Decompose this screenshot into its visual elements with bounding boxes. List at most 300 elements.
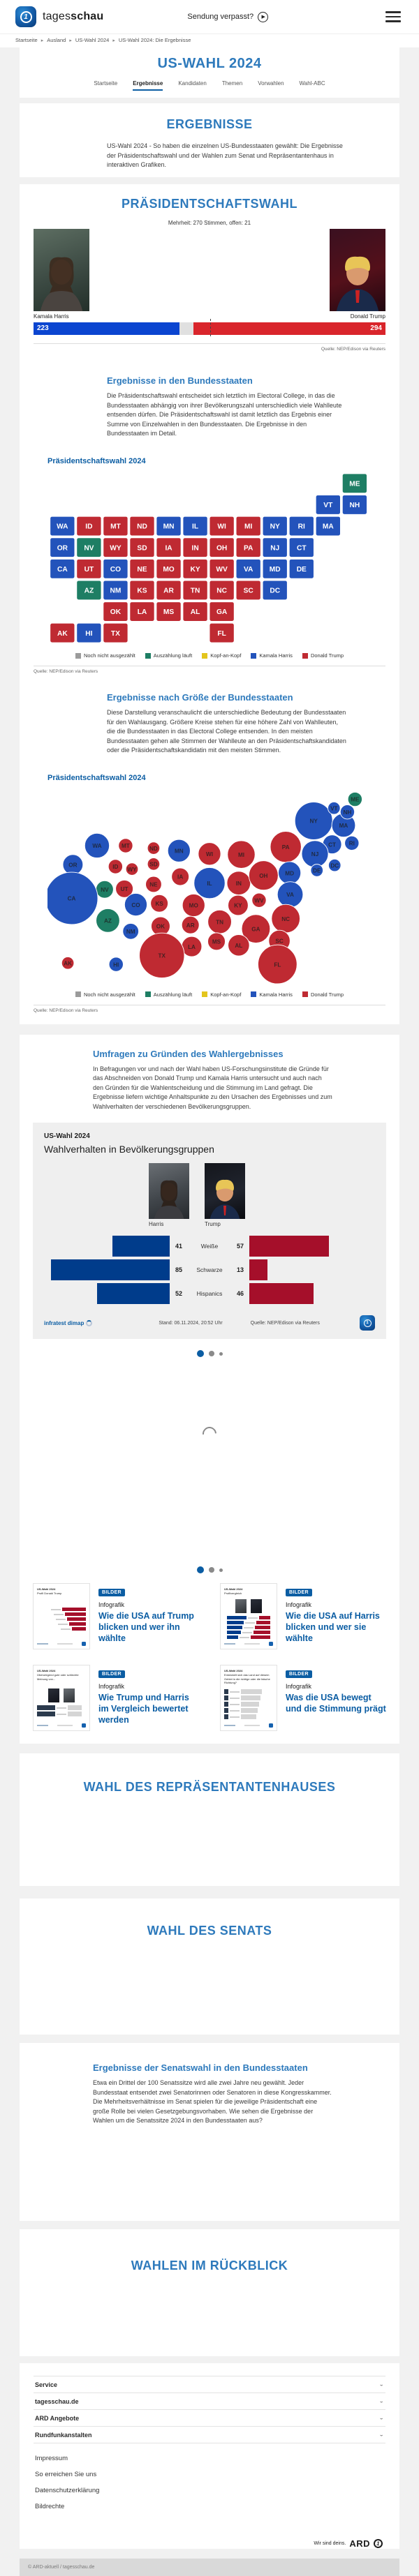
trump-votes-bar: 294 — [193, 322, 385, 335]
state-bubble-MT[interactable] — [119, 838, 133, 852]
svg-text:MO: MO — [189, 902, 198, 909]
brand-text: tagesschau — [43, 10, 104, 22]
svg-text:IN: IN — [235, 880, 242, 887]
state-tile-LA[interactable] — [130, 601, 154, 621]
loading-zone — [20, 1357, 399, 1566]
praesidentschaftswahl-title: PRÄSIDENTSCHAFTSWAHL — [122, 197, 297, 211]
svg-text:NV: NV — [101, 886, 109, 893]
svg-text:MT: MT — [122, 842, 130, 849]
state-tile-KY[interactable] — [183, 559, 207, 578]
bubble-legend — [34, 991, 385, 998]
legend-swatch — [202, 653, 207, 659]
svg-text:DE: DE — [296, 565, 307, 574]
electoral-bar[interactable] — [34, 322, 385, 335]
state-bubble-AL[interactable] — [228, 934, 250, 956]
tagesschau-app-icon: 1 — [15, 6, 36, 27]
title-card — [20, 47, 399, 98]
svg-text:CT: CT — [328, 841, 337, 848]
state-results-map[interactable] — [47, 472, 372, 646]
state-tile-WY[interactable] — [103, 537, 128, 557]
state-tile-AL[interactable] — [183, 601, 207, 621]
state-tile-IA[interactable] — [156, 537, 181, 557]
teaser-title[interactable]: Wie Trump und Harris im Vergleich bewertet werden — [98, 1693, 189, 1725]
svg-text:CA: CA — [57, 565, 68, 574]
umfragen-title: Umfragen zu Gründen des Wahlergebnisses — [93, 1048, 284, 1059]
ergebnisse-title: ERGEBNISSE — [166, 117, 253, 131]
legend-item: Kopf-an-Kopf — [202, 652, 241, 659]
state-tile-WV[interactable] — [210, 559, 234, 578]
state-bubble-WV[interactable] — [252, 893, 266, 907]
svg-text:IA: IA — [177, 874, 184, 881]
state-tile-DE[interactable] — [289, 559, 314, 578]
state-tile-HI[interactable] — [77, 623, 101, 643]
legend-swatch — [75, 991, 81, 997]
svg-text:WA: WA — [57, 523, 68, 531]
tab-kandidaten[interactable]: Kandidaten — [178, 80, 207, 87]
rueckblick-card — [20, 2229, 399, 2356]
umfragen-card — [20, 1035, 399, 1744]
play-icon: ▶ — [258, 12, 268, 22]
svg-text:VT: VT — [323, 501, 333, 509]
state-tile-FL[interactable] — [210, 623, 234, 643]
groesse-title: Ergebnisse nach Größe der Bundesstaaten — [107, 692, 293, 703]
state-bubble-NY[interactable] — [295, 802, 332, 839]
teaser-thumbnail: US-Wahl 2024 Profil Donald Trump — [33, 1583, 90, 1649]
infratest-dimap-logo: infratest dimap — [44, 1320, 92, 1326]
svg-text:MN: MN — [163, 523, 175, 531]
state-bubble-AR[interactable] — [182, 916, 199, 934]
bubble-source: Quelle: NEP/Edison via Reuters — [34, 1008, 98, 1013]
legend-swatch — [302, 991, 308, 997]
teaser-kicker: Infografik — [286, 1683, 312, 1691]
footer-link-soerreichensieuns[interactable]: So erreichen Sie uns — [35, 2471, 97, 2479]
state-tile-AR[interactable] — [156, 580, 181, 599]
carousel2-dot-2[interactable] — [209, 1567, 214, 1573]
svg-text:NJ: NJ — [311, 851, 319, 858]
state-tile-NV[interactable] — [77, 537, 101, 557]
state-tile-SD[interactable] — [130, 537, 154, 557]
state-tile-UT[interactable] — [77, 559, 101, 578]
state-bubble-NV[interactable] — [96, 881, 113, 898]
state-bubble-AK[interactable] — [61, 957, 74, 969]
svg-text:WI: WI — [206, 851, 213, 858]
group-label: Schwarze — [196, 1266, 223, 1274]
accordion-label: tagesschau.de — [35, 2397, 79, 2405]
svg-text:NH: NH — [343, 809, 352, 816]
map-source: Quelle: NEP/Edison via Reuters — [34, 669, 98, 675]
state-bubble-IN[interactable] — [227, 871, 251, 894]
svg-text:MA: MA — [322, 523, 334, 531]
state-bubble-FL[interactable] — [258, 945, 297, 984]
state-tile-MO[interactable] — [156, 559, 181, 578]
state-tile-AK[interactable] — [50, 623, 75, 643]
state-tile-MN[interactable] — [156, 516, 181, 536]
breadcrumb-item[interactable]: US-Wahl 2024: Die Ergebnisse — [118, 37, 191, 43]
trump-bar — [249, 1283, 314, 1304]
accordion-label: Rundfunkanstalten — [35, 2431, 92, 2439]
state-tile-WA[interactable] — [50, 516, 75, 536]
state-bubble-DE[interactable] — [311, 864, 323, 876]
state-tile-MI[interactable] — [236, 516, 260, 536]
state-bubble-WI[interactable] — [198, 842, 221, 864]
carousel-dot-2[interactable] — [209, 1351, 214, 1356]
chevron-down-icon: ⌄ — [378, 2381, 384, 2388]
infografik-title: Wahlverhalten in Bevölkerungsgruppen — [44, 1144, 214, 1155]
state-tile-CA[interactable] — [50, 559, 75, 578]
tagesschau-mini-logo: 1 — [360, 1315, 375, 1331]
svg-text:ME: ME — [349, 479, 360, 488]
svg-text:CO: CO — [131, 901, 140, 908]
ard-one-icon: 1 — [373, 2538, 383, 2549]
state-bubble-ND[interactable] — [147, 841, 160, 854]
trump-mini-label: Trump — [205, 1221, 221, 1228]
state-bubble-VA[interactable] — [277, 881, 303, 907]
carousel-dot-1[interactable] — [197, 1350, 204, 1357]
svg-text:IA: IA — [165, 544, 172, 552]
teaser-thumbnail: US-Wahl 2024 Entwickelt sich das Land auf diesem Gebiet in die richtige oder die falsche Richtung? — [220, 1665, 277, 1731]
state-bubble-SD[interactable] — [147, 858, 160, 870]
state-bubble-OR[interactable] — [63, 855, 83, 875]
svg-text:KS: KS — [137, 587, 147, 595]
footer-accordion-rundfunkanstalten[interactable] — [34, 2426, 385, 2443]
copyright-text: © ARD-aktuell / tagesschau.de — [28, 2565, 95, 2570]
state-bubble-IL[interactable] — [194, 867, 225, 898]
state-bubble-NJ[interactable] — [302, 840, 328, 867]
state-tile-MD[interactable] — [263, 559, 287, 578]
state-bubble-NE[interactable] — [146, 876, 162, 892]
svg-text:RI: RI — [297, 523, 305, 531]
footer-link-bildrechte[interactable]: Bildrechte — [35, 2503, 65, 2511]
demo-row-weie — [44, 1234, 375, 1258]
tab-vorwahlen[interactable]: Vorwahlen — [258, 80, 284, 87]
svg-text:MD: MD — [285, 869, 294, 876]
svg-text:PA: PA — [281, 844, 290, 851]
svg-text:OH: OH — [259, 872, 268, 879]
svg-text:TX: TX — [158, 952, 166, 959]
tab-wahlabc[interactable]: Wahl-ABC — [299, 80, 325, 87]
state-tile-VT[interactable] — [316, 495, 340, 514]
teaser-title[interactable]: Wie die USA auf Trump blicken und wer ihn wählte — [98, 1611, 194, 1643]
state-bubble-CA[interactable] — [47, 872, 98, 924]
sendung-verpasst-label: Sendung verpasst? — [187, 13, 254, 21]
svg-text:AL: AL — [190, 608, 200, 616]
svg-text:RI: RI — [348, 840, 355, 847]
carousel-dot-3[interactable] — [219, 1352, 223, 1356]
svg-text:TX: TX — [110, 629, 120, 638]
group-label: Weiße — [200, 1243, 219, 1250]
bilder-badge: BILDER — [286, 1670, 312, 1678]
state-tile-NJ[interactable] — [263, 537, 287, 557]
state-bubble-NH[interactable] — [340, 804, 354, 818]
teaser-thumbnail: US-Wahl 2024 Überwiegend gute oder schlechte Meinung von... — [33, 1665, 90, 1731]
bubble-cartogram[interactable] — [47, 789, 372, 984]
state-bubble-IA[interactable] — [172, 868, 189, 885]
ard-word: ARD — [349, 2538, 370, 2549]
svg-text:AR: AR — [186, 922, 195, 929]
footer-accordion-service[interactable] — [34, 2376, 385, 2392]
svg-text:MI: MI — [237, 851, 245, 858]
bundesstaaten-text: Die Präsidentschaftswahl entscheidet sich letztlich im Electoral College, in das die Bundesstaaten abhängig von ihrer Bevölkerungszahl unterschiedlich viele Wahlleute entsenden dürfen. Die Präsidentschaftswahl ist damit letztlich das Ergebnis einer Summe von Einzelwahlen in den Bundesstaaten. Die Ergebnisse in den Bundesstaaten im Detail. — [107, 392, 342, 437]
svg-text:LA: LA — [137, 608, 147, 616]
state-tile-ID[interactable] — [77, 516, 101, 536]
svg-text:VA: VA — [243, 565, 253, 574]
tab-ergebnisse[interactable]: Ergebnisse — [133, 80, 163, 91]
svg-text:HI: HI — [85, 629, 93, 638]
state-bubble-MN[interactable] — [168, 839, 190, 862]
state-tile-ME[interactable] — [342, 473, 367, 493]
legend-swatch — [145, 653, 151, 659]
svg-text:AL: AL — [235, 942, 243, 949]
state-bubble-MD[interactable] — [279, 862, 301, 884]
state-tile-CT[interactable] — [289, 537, 314, 557]
state-tile-TX[interactable] — [103, 623, 128, 643]
section-tabs — [34, 80, 385, 91]
teaser-card-1[interactable] — [33, 1583, 199, 1649]
tab-startseite[interactable]: Startseite — [94, 80, 118, 87]
svg-text:OK: OK — [110, 608, 122, 616]
teaser-card-2[interactable] — [220, 1583, 386, 1649]
harris-value: 85 — [175, 1266, 182, 1274]
harris-mini — [149, 1163, 189, 1227]
candidate-row — [34, 229, 385, 321]
svg-text:NH: NH — [349, 501, 360, 509]
harris-bar — [51, 1259, 170, 1280]
bilder-badge: BILDER — [98, 1589, 125, 1596]
svg-text:SC: SC — [243, 587, 253, 595]
bundesstaaten-title: Ergebnisse in den Bundesstaaten — [107, 375, 253, 386]
senatswahl-text: Etwa ein Drittel der 100 Senatssitze wird alle zwei Jahre neu gewählt. Jeder Bundesstaat entsendet zwei Senatorinnen oder Senatoren in diese Kongresskammer. Die Mehrheitsverhältnisse im Senat spielen für die jeweilige Präsidentschaft eine große Rolle bei vielen Gesetzgebungsvorhaben. Wie sehen die Ergebnisse der Wahlen um die Senatssitze 2024 in den Bundesstaaten aus? — [93, 2079, 332, 2125]
state-bubble-MO[interactable] — [182, 894, 205, 916]
group-label: Hispanics — [196, 1290, 223, 1298]
site-header — [0, 0, 419, 33]
breadcrumb-item[interactable]: US-Wahl 2024 — [75, 37, 110, 43]
bilder-badge: BILDER — [98, 1670, 125, 1678]
carousel-dots-2 — [20, 1566, 399, 1573]
state-tile-OR[interactable] — [50, 537, 75, 557]
harris-votes-bar: 223 — [34, 322, 179, 335]
state-tile-DC[interactable] — [263, 580, 287, 599]
state-tile-MA[interactable] — [316, 516, 340, 536]
footer-accordion-ardangebote[interactable] — [34, 2409, 385, 2426]
legend-item: Kamala Harris — [251, 652, 293, 659]
state-bubble-OH[interactable] — [249, 860, 278, 890]
breadcrumb-item[interactable]: Ausland — [47, 37, 66, 43]
svg-text:ID: ID — [112, 863, 119, 870]
umfragen-text: In Befragungen vor und nach der Wahl haben US-Forschungsinstitute die Gründe für das Abschneiden von Donald Trump und Kamala Harris untersucht und auch nach den Gründen für die Wahlentscheidung und die Stimmung im Land gefragt. Die Ergebnisse liefern wichtige Anhaltspunkte zu den Ursachen des Ergebnisses und zum Wahlverhalten der verschiedenen Bevölkerungsgruppen. — [93, 1065, 332, 1110]
state-tile-SC[interactable] — [236, 580, 260, 599]
trump-name: Donald Trump — [350, 313, 385, 320]
svg-text:NJ: NJ — [270, 544, 280, 552]
state-bubble-RI[interactable] — [345, 836, 359, 850]
infografik-stand: Stand: 06.11.2024, 20:52 Uhr — [159, 1320, 223, 1326]
state-tile-RI[interactable] — [289, 516, 314, 536]
ard-logo[interactable] — [36, 2538, 383, 2549]
svg-text:IN: IN — [191, 544, 199, 552]
trump-mini-photo — [205, 1163, 245, 1219]
accordion-label: Service — [35, 2381, 58, 2388]
state-tile-AZ[interactable] — [77, 580, 101, 599]
state-bubble-MS[interactable] — [208, 933, 226, 950]
state-tile-NH[interactable] — [342, 495, 367, 514]
breadcrumb-sep-icon: ▸ — [41, 38, 44, 43]
infografik-source: Quelle: NEP/Edison via Reuters — [250, 1320, 320, 1326]
footer-link-datenschutzerklrung[interactable]: Datenschutzerklärung — [35, 2487, 100, 2495]
legend-swatch — [75, 653, 81, 659]
svg-text:MN: MN — [174, 848, 184, 855]
state-tile-IN[interactable] — [183, 537, 207, 557]
svg-text:OH: OH — [216, 544, 228, 552]
svg-text:NY: NY — [309, 818, 318, 825]
svg-text:OK: OK — [156, 923, 166, 930]
svg-text:IL: IL — [192, 523, 199, 531]
svg-text:IL: IL — [207, 880, 212, 887]
tab-themen[interactable]: Themen — [221, 80, 243, 87]
state-tile-VA[interactable] — [236, 559, 260, 578]
chevron-down-icon: ⌄ — [378, 2415, 384, 2421]
svg-text:WY: WY — [127, 866, 137, 873]
state-bubble-TN[interactable] — [208, 910, 232, 934]
harris-bar — [97, 1283, 170, 1304]
state-tile-TN[interactable] — [183, 580, 207, 599]
carousel2-dot-3[interactable] — [219, 1568, 223, 1572]
legend-item: Donald Trump — [302, 652, 344, 659]
majority-marker — [210, 319, 211, 336]
breadcrumb — [0, 33, 419, 47]
legend-swatch — [202, 991, 207, 997]
state-bubble-ME[interactable] — [348, 792, 362, 806]
svg-text:AK: AK — [64, 960, 73, 967]
trump-value: 13 — [236, 1266, 244, 1274]
svg-text:ME: ME — [351, 796, 360, 803]
teaser-title[interactable]: Was die USA bewegt und die Stimmung prägt — [286, 1693, 386, 1714]
bubble-chart-label: Präsidentschaftswahl 2024 — [47, 773, 146, 782]
state-tile-WI[interactable] — [210, 516, 234, 536]
senat-title: WAHL DES SENATS — [147, 1924, 272, 1938]
svg-text:SD: SD — [149, 861, 158, 868]
svg-text:NM: NM — [126, 928, 135, 935]
svg-text:AK: AK — [57, 629, 68, 638]
harris-mini-label: Harris — [149, 1221, 164, 1228]
carousel2-dot-1[interactable] — [197, 1566, 204, 1573]
state-tile-GA[interactable] — [210, 601, 234, 621]
teaser-title[interactable]: Wie die USA auf Harris blicken und wer sie wählte — [286, 1611, 380, 1643]
svg-text:AR: AR — [163, 587, 174, 595]
state-bubble-NC[interactable] — [272, 904, 300, 933]
svg-text:ND: ND — [149, 845, 158, 852]
state-bubble-PA[interactable] — [270, 831, 301, 862]
state-bubble-ID[interactable] — [108, 860, 122, 874]
svg-text:ND: ND — [137, 523, 147, 531]
svg-text:NV: NV — [84, 544, 94, 552]
harris-value: 52 — [175, 1290, 182, 1298]
state-tile-OK[interactable] — [103, 601, 128, 621]
state-tile-CO[interactable] — [103, 559, 128, 578]
footer-link-impressum[interactable]: Impressum — [35, 2455, 68, 2463]
svg-text:MS: MS — [163, 608, 175, 616]
state-bubble-TX[interactable] — [140, 933, 184, 978]
infografik-kicker: US-Wahl 2024 — [44, 1132, 90, 1141]
state-tile-IL[interactable] — [183, 516, 207, 536]
map-legend — [34, 652, 385, 659]
rueckblick-title: WAHLEN IM RÜCKBLICK — [131, 2259, 288, 2273]
state-bubble-WA[interactable] — [84, 833, 109, 858]
loading-spinner — [200, 1424, 219, 1444]
groesse-text: Diese Darstellung veranschaulicht die unterschiedliche Bedeutung der Bundesstaaten für den Wahlausgang. Größere Kreise stehen für eine höhere Zahl von Wahlleuten, die die Bundesstaaten in das Electoral College entsenden. In den meisten Bundesstaaten gehen alle Stimmen der Wahlleute an den Präsidentschaftskandidaten oder die Präsidentschaftskandidatin mit den meisten Stimmen. — [107, 709, 346, 754]
svg-text:SC: SC — [275, 938, 284, 945]
state-bubble-KS[interactable] — [151, 894, 168, 912]
state-tile-PA[interactable] — [236, 537, 260, 557]
footer-accordion-tagesschaude[interactable] — [34, 2392, 385, 2409]
state-tile-MS[interactable] — [156, 601, 181, 621]
svg-text:PA: PA — [243, 544, 253, 552]
svg-text:AZ: AZ — [103, 918, 112, 924]
wahlverhalten-infografik — [33, 1123, 386, 1339]
state-bubble-MI[interactable] — [228, 841, 255, 868]
state-tile-NY[interactable] — [263, 516, 287, 536]
svg-text:MO: MO — [163, 565, 175, 574]
tagesschau-logo[interactable] — [15, 6, 103, 27]
svg-text:NE: NE — [149, 881, 158, 888]
state-bubble-KY[interactable] — [228, 895, 249, 915]
state-tile-MT[interactable] — [103, 516, 128, 536]
sendung-verpasst-link[interactable] — [187, 12, 268, 22]
page-title: US-WAHL 2024 — [157, 56, 262, 71]
svg-text:MT: MT — [110, 523, 121, 531]
legend-swatch — [145, 991, 151, 997]
state-tile-KS[interactable] — [130, 580, 154, 599]
teaser-card-4[interactable] — [220, 1665, 386, 1731]
praesidentschaftswahl-card — [20, 184, 399, 1024]
breadcrumb-item[interactable]: Startseite — [15, 37, 38, 43]
state-tile-ND[interactable] — [130, 516, 154, 536]
state-bubble-VT[interactable] — [328, 802, 340, 814]
state-bubble-WY[interactable] — [126, 863, 138, 876]
svg-text:FL: FL — [217, 629, 226, 638]
state-bubble-DC[interactable] — [328, 859, 341, 871]
map-chart-label: Präsidentschaftswahl 2024 — [47, 456, 146, 465]
state-bubble-NM[interactable] — [123, 923, 139, 939]
svg-text:KY: KY — [190, 565, 200, 574]
majority-note: Mehrheit: 270 Stimmen, offen: 21 — [168, 220, 251, 226]
state-tile-NE[interactable] — [130, 559, 154, 578]
svg-text:MA: MA — [339, 822, 348, 829]
breadcrumb-sep-icon: ▸ — [69, 38, 72, 43]
teaser-kicker: Infografik — [98, 1601, 125, 1609]
trump-bar — [249, 1236, 329, 1257]
harris-photo — [34, 229, 89, 311]
svg-text:LA: LA — [188, 943, 196, 950]
legend-swatch — [251, 991, 256, 997]
legend-item: Kamala Harris — [251, 991, 293, 998]
copyright-bar — [20, 2559, 399, 2576]
svg-text:DC: DC — [270, 587, 281, 595]
menu-icon[interactable] — [383, 8, 404, 25]
state-bubble-AZ[interactable] — [96, 908, 120, 932]
state-bubble-HI[interactable] — [109, 957, 123, 971]
state-tile-NC[interactable] — [210, 580, 234, 599]
state-tile-OH[interactable] — [210, 537, 234, 557]
svg-text:WA: WA — [92, 842, 102, 849]
legend-item: Noch nicht ausgezählt — [75, 991, 135, 998]
state-bubble-LA[interactable] — [182, 936, 202, 957]
legend-swatch — [251, 653, 256, 659]
state-tile-NM[interactable] — [103, 580, 128, 599]
teaser-kicker: Infografik — [98, 1683, 125, 1691]
teaser-card-3[interactable] — [33, 1665, 199, 1731]
state-bubble-CO[interactable] — [124, 893, 147, 915]
legend-item: Auszählung läuft — [145, 652, 192, 659]
svg-text:CO: CO — [110, 565, 122, 574]
